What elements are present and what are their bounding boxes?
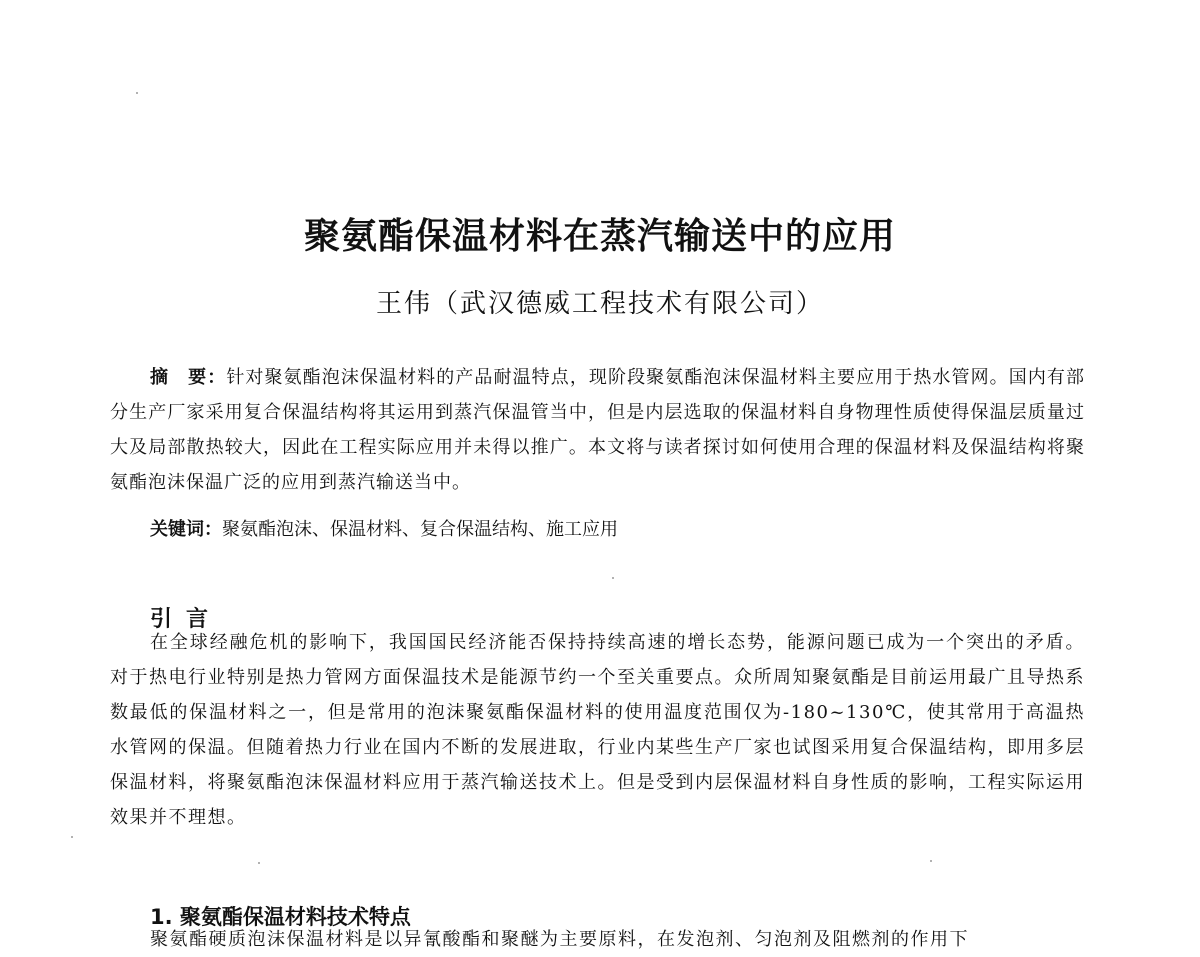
paper-title: 聚氨酯保温材料在蒸汽输送中的应用 bbox=[303, 215, 896, 258]
scan-speck bbox=[930, 860, 932, 862]
scan-speck bbox=[612, 577, 614, 579]
scan-speck bbox=[258, 862, 260, 864]
section-heading-1: 1. 聚氨酯保温材料技术特点 bbox=[150, 905, 411, 930]
section-heading-introduction: 引言 bbox=[150, 607, 223, 633]
scan-speck bbox=[71, 836, 73, 838]
scan-speck bbox=[136, 92, 138, 94]
abstract-paragraph bbox=[110, 360, 1085, 500]
section-1-paragraph: 聚氨酯硬质泡沫保温材料是以异氰酸酯和聚醚为主要原料，在发泡剂、匀泡剂及阻燃剂的作用下 bbox=[150, 929, 969, 950]
keywords-line bbox=[110, 512, 1085, 547]
introduction-paragraph: 在全球经融危机的影响下，我国国民经济能否保持持续高速的增长态势，能源问题已成为一个突出的矛盾。对于热电行业特别是热力管网方面保温技术是能源节约一个至关重要点。众所周知聚氨酯是目前运用最广且导热系数最低的保温材料之一，但是常用的泡沫聚氨酯保温材料的使用温度范围仅为-180~130℃，使其常用于高温热水管网的保温。但随着热力行业在国内不断的发展进取，行业内某些生产厂家也试图采用复合保温结构，即用多层保温材料，将聚氨酯泡沫保温材料应用于蒸汽输送技术上。但是受到内层保温材料自身性质的影响，工程实际运用效果并不理想。 bbox=[110, 632, 1085, 828]
author-affiliation: 王伟（武汉德威工程技术有限公司） bbox=[375, 289, 824, 319]
keywords-label: 关键词： bbox=[150, 519, 222, 540]
abstract-text: 针对聚氨酯泡沫保温材料的产品耐温特点，现阶段聚氨酯泡沫保温材料主要应用于热水管网。国内有部分生产厂家采用复合保温结构将其运用到蒸汽保温管当中，但是内层选取的保温材料自身物理性质使得保温层质量过大及局部散热较大，因此在工程实际应用并未得以推广。本文将与读者探讨如何使用合理的保温材料及保温结构将聚氨酯泡沫保温广泛的应用到蒸汽输送当中。 bbox=[110, 367, 1086, 493]
keywords-text: 聚氨酯泡沫、保温材料、复合保温结构、施工应用 bbox=[222, 519, 618, 540]
abstract-label: 摘 要： bbox=[150, 367, 227, 388]
